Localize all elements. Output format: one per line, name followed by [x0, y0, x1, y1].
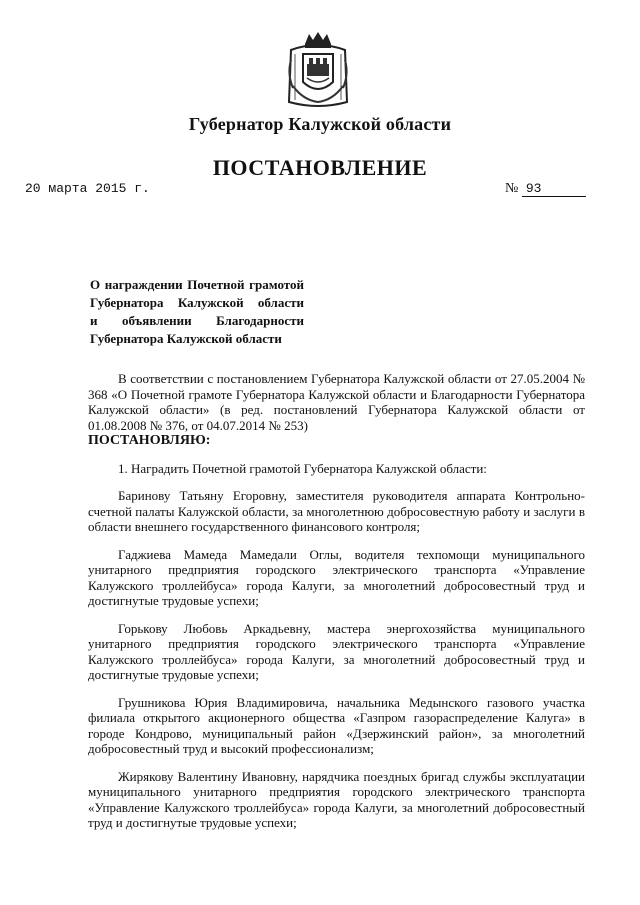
number-value: 93 [522, 181, 586, 197]
document-type: ПОСТАНОВЛЕНИЕ [212, 155, 428, 180]
subject-line: и объявлении Благодарности [90, 313, 304, 328]
document-subject [90, 276, 304, 348]
awardee-paragraph: Горькову Любовь Аркадьевну, мастера энергохозяйства муниципального унитарного предприятия городского электрического транспорта «Управление Калужского троллейбуса» города Калуги, за многолетний добросовестный труд и достигнутые трудовые успехи; [88, 620, 585, 682]
issuer-title: Губернатор Калужской области [188, 114, 452, 134]
preamble: В соответствии с постановлением Губернатора Калужской области от 27.05.2004 № 368 «О Почетной грамоте Губернатора Калужской области и Благодарности Губернатора Калужской области» (в ред. постановлений Губернатора Калужской области от 01.08.2008 № 376, от 04.07.2014 № 253) [88, 371, 585, 433]
document-date: 20 марта 2015 г. [25, 181, 150, 196]
subject-line: Губернатора Калужской области [90, 331, 282, 346]
awardee-paragraph: Гаджиева Мамеда Мамедали Оглы, водителя техпомощи муниципального унитарного предприятия городского электрического транспорта «Управление Калужского троллейбуса» города Калуги, за многолетний добросовестный труд и достигнутые трудовые успехи; [88, 546, 585, 608]
subject-line: О награждении Почетной грамотой [90, 277, 304, 292]
awardee-paragraph: Жирякову Валентину Ивановну, нарядчика поездных бригад службы эксплуатации муниципального унитарного предприятия городского электрического транспорта «Управление Калужского троллейбуса» города Калуги, за многолетний добросовестный труд и достигнутые трудовые успехи; [88, 768, 585, 830]
number-label: № [505, 181, 519, 196]
item-1: 1. Наградить Почетной грамотой Губернатора Калужской области: [118, 460, 487, 476]
decree-word: ПОСТАНОВЛЯЮ: [88, 433, 211, 448]
subject-line: Губернатора Калужской области [90, 295, 304, 310]
document-body [88, 371, 585, 831]
coat-of-arms-icon [283, 30, 353, 110]
awardee-paragraph: Грушникова Юрия Владимировича, начальника Медынского газового участка филиала открытого акционерного общества «Газпром газораспределение Калуга» в городе Кондрово, муниципальный район «Дзержинский район», за многолетний добросовестный труд и высокий профессионализм; [88, 694, 585, 756]
awardee-paragraph: Баринову Татьяну Егоровну, заместителя руководителя аппарата Контрольно-счетной палаты Калужской области, за многолетнюю добросовестную работу и заслуги в области внешнего государственного финансового контроля; [88, 488, 585, 534]
document-number [505, 181, 586, 197]
